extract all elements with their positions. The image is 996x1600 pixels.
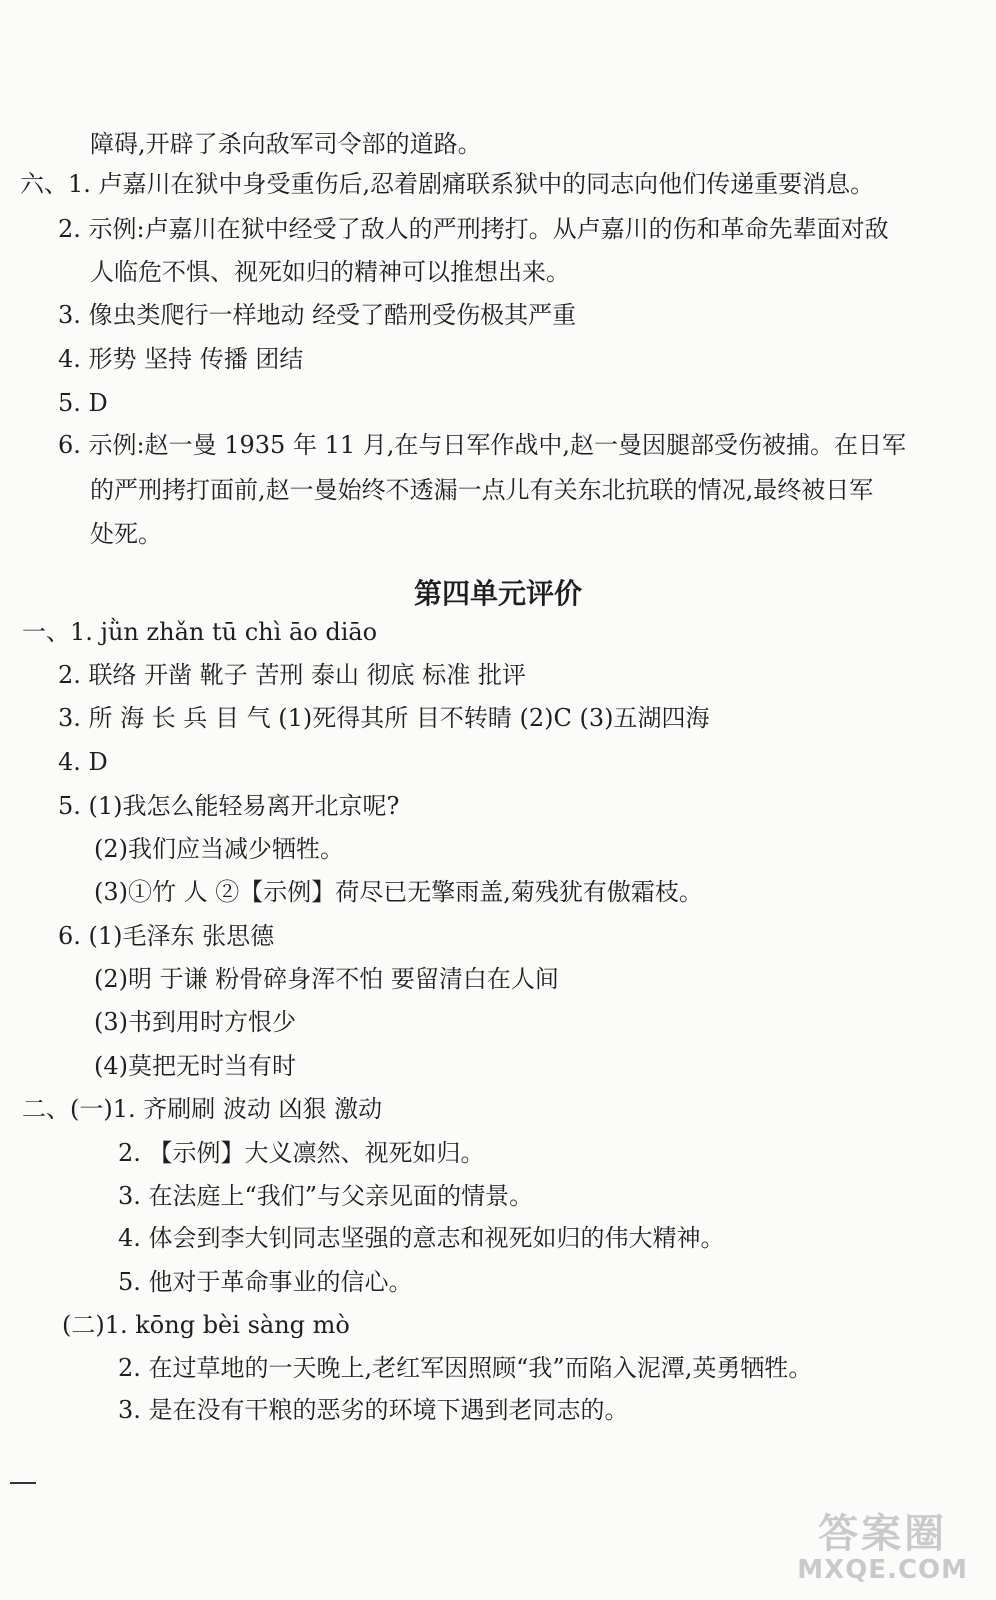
part2a-q4: 4. 体会到李大钊同志坚强的意志和视死如归的伟大精神。 (118, 1224, 725, 1252)
section6-continuation: 障碍,开辟了杀向敌军司令部的道路。 (90, 130, 482, 158)
part1-q5-1: 5. (1)我怎么能轻易离开北京呢? (58, 792, 400, 820)
part1-q4: 4. D (58, 748, 108, 776)
part2a-q3: 3. 在法庭上“我们”与父亲见面的情景。 (118, 1182, 534, 1210)
section6-q6-line2: 的严刑拷打面前,赵一曼始终不透漏一点儿有关东北抗联的情况,最终被日军 (90, 476, 874, 504)
part1-q5-3: (3)①竹 人 ②【示例】荷尽已无擎雨盖,菊残犹有傲霜枝。 (94, 878, 703, 906)
part2b-q2: 2. 在过草地的一天晚上,老红军因照顾“我”而陷入泥潭,英勇牺牲。 (118, 1354, 813, 1382)
part1-q5-2: (2)我们应当减少牺牲。 (94, 835, 344, 863)
part2b-q1-pinyin: (二)1. kōng bèi sàng mò (62, 1311, 350, 1339)
section6-q2-line2: 人临危不惧、视死如归的精神可以推想出来。 (90, 258, 570, 286)
unit4-title: 第四单元评价 (413, 577, 582, 610)
part1-q6-2: (2)明 于谦 粉骨碎身浑不怕 要留清白在人间 (94, 965, 559, 993)
section6-q2-line1: 2. 示例:卢嘉川在狱中经受了敌人的严刑拷打。从卢嘉川的伤和革命先辈面对敌 (58, 215, 889, 243)
section6-q1: 六、1. 卢嘉川在狱中身受重伤后,忍着剧痛联系狱中的同志向他们传递重要消息。 (20, 170, 875, 198)
part1-q6-4: (4)莫把无时当有时 (94, 1052, 296, 1080)
watermark-url: MXQE.COM (797, 1555, 968, 1585)
part2a-q1: 二、(一)1. 齐刷刷 波动 凶狠 激动 (22, 1095, 383, 1123)
section6-q6-line1: 6. 示例:赵一曼 1935 年 11 月,在与日军作战中,赵一曼因腿部受伤被捕。在日军 (58, 431, 907, 459)
footer-rule (10, 1482, 36, 1484)
section6-q6-line3: 处死。 (90, 520, 162, 548)
part1-q6-1: 6. (1)毛泽东 张思德 (58, 922, 275, 950)
section6-q5: 5. D (58, 389, 108, 417)
part1-q2: 2. 联络 开凿 靴子 苦刑 泰山 彻底 标准 批评 (58, 661, 526, 689)
watermark (797, 1512, 968, 1584)
part1-q6-3: (3)书到用时方恨少 (94, 1008, 296, 1036)
section6-q4: 4. 形势 坚持 传播 团结 (58, 345, 304, 373)
part2a-q5: 5. 他对于革命事业的信心。 (118, 1268, 413, 1296)
part1-q1-pinyin: 一、1. jǜn zhǎn tū chì āo diāo (22, 618, 378, 646)
part2b-q3: 3. 是在没有干粮的恶劣的环境下遇到老同志的。 (118, 1396, 629, 1424)
part2a-q2: 2. 【示例】大义凛然、视死如归。 (118, 1139, 485, 1167)
section6-q3: 3. 像虫类爬行一样地动 经受了酷刑受伤极其严重 (58, 301, 577, 329)
watermark-logo: 答案圈 (818, 1511, 948, 1557)
part1-q3: 3. 所 海 长 兵 目 气 (1)死得其所 目不转睛 (2)C (3)五湖四海 (58, 704, 710, 732)
